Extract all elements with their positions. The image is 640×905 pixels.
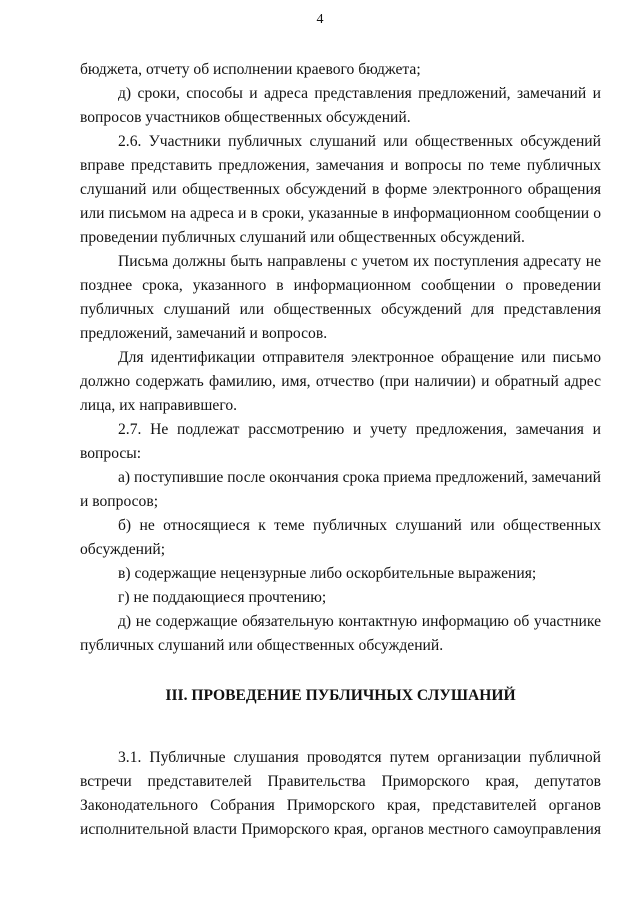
paragraph: 2.6. Участники публичных слушаний или общественных обсуждений вправе представить предложения, замечания и вопросы по теме публичных слушаний или общественных обсуждений в форме электронного обращения или письмом на адреса и в сроки, указанные в информационном сообщении о проведении публичных слушаний или общественных обсуждений. [80,133,601,246]
section-heading: III. ПРОВЕДЕНИЕ ПУБЛИЧНЫХ СЛУШАНИЙ [165,687,516,704]
paragraph: 3.1. Публичные слушания проводятся путем организации публичной встречи представителей Правительства Приморского края, депутатов Законодательного Собрания Приморского края, представителей органов исполнительной власти Приморского края, органов местного самоуправления [80,749,601,838]
paragraph: 2.7. Не подлежат рассмотрению и учету предложения, замечания и вопросы: [80,421,601,462]
paragraph: д) сроки, способы и адреса представления предложений, замечаний и вопросов участников общественных обсуждений. [80,85,601,126]
paragraph: Для идентификации отправителя электронное обращение или письмо должно содержать фамилию, имя, отчество (при наличии) и обратный адрес лица, их направившего. [80,349,601,414]
page-number: 4 [316,12,324,27]
document-body [80,58,601,842]
paragraph: а) поступившие после окончания срока приема предложений, замечаний и вопросов; [80,469,601,510]
paragraph: б) не относящиеся к теме публичных слушаний или общественных обсуждений; [80,517,601,558]
paragraph: Письма должны быть направлены с учетом их поступления адресату не позднее срока, указанного в информационном сообщении о проведении публичных слушаний или общественных обсуждений для представления предложений, замечаний и вопросов. [80,253,601,342]
paragraph: в) содержащие нецензурные либо оскорбительные выражения; [118,565,537,582]
paragraph: д) не содержащие обязательную контактную информацию об участнике публичных слушаний или общественных обсуждений. [80,613,601,654]
paragraph: г) не поддающиеся прочтению; [118,589,327,606]
paragraph: бюджета, отчету об исполнении краевого бюджета; [80,61,421,78]
